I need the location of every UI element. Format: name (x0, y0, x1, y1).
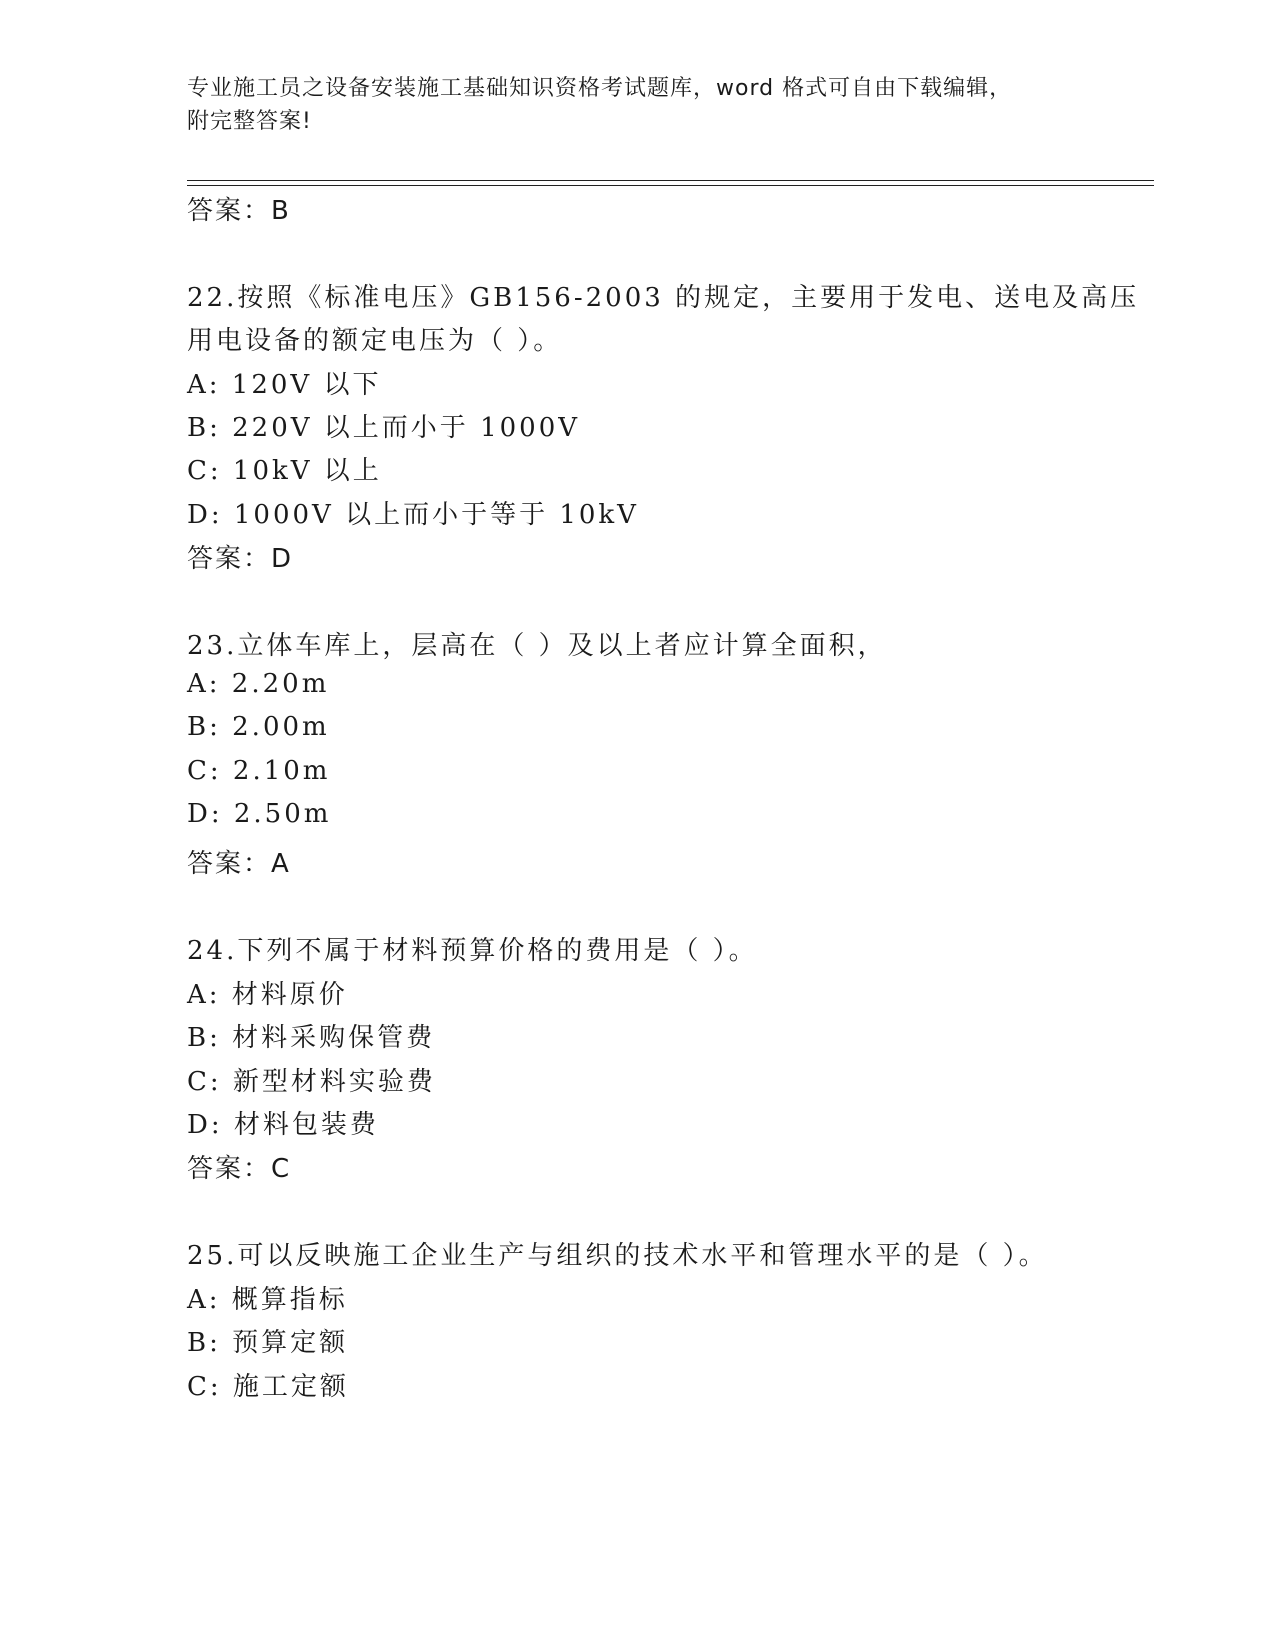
document-header (187, 72, 1067, 138)
question-23-option-c: C: 2.10m (187, 756, 331, 786)
header-line-1: 专业施工员之设备安装施工基础知识资格考试题库，word 格式可自由下载编辑， (187, 76, 1013, 101)
answer-22: 答案：D (187, 544, 294, 574)
question-24-option-a: A: 材料原价 (187, 980, 348, 1010)
question-22-stem-line-2: 用电设备的额定电压为（ ）。 (187, 326, 563, 356)
question-22-option-d: D: 1000V 以上而小于等于 10kV (187, 500, 639, 530)
question-24-option-b: B: 材料采购保管费 (187, 1023, 436, 1053)
question-22-stem-line-1: 22.按照《标准电压》GB156-2003 的规定，主要用于发电、送电及高压 (187, 283, 1140, 313)
question-22-option-c: C: 10kV 以上 (187, 456, 382, 486)
question-25-option-c: C: 施工定额 (187, 1372, 349, 1402)
question-25-stem: 25.可以反映施工企业生产与组织的技术水平和管理水平的是（ ）。 (187, 1241, 1048, 1271)
question-22-option-b: B: 220V 以上而小于 1000V (187, 413, 581, 443)
question-25-option-a: A: 概算指标 (187, 1285, 348, 1315)
question-23-option-d: D: 2.50m (187, 799, 332, 829)
question-24-option-c: C: 新型材料实验费 (187, 1067, 436, 1097)
header-rule-bottom (187, 185, 1154, 186)
header-rule-top (187, 180, 1154, 181)
question-24-option-d: D: 材料包装费 (187, 1110, 379, 1140)
question-25-option-b: B: 预算定额 (187, 1328, 349, 1358)
answer-24: 答案：C (187, 1154, 292, 1184)
question-24-stem: 24.下列不属于材料预算价格的费用是（ ）。 (187, 936, 758, 966)
header-line-2: 附完整答案! (187, 109, 312, 134)
answer-23: 答案：A (187, 849, 291, 879)
question-22-option-a: A: 120V 以下 (187, 370, 382, 400)
question-23-option-a: A: 2.20m (187, 669, 330, 699)
answer-21: 答案：B (187, 196, 291, 226)
question-23-stem: 23.立体车库上，层高在（ ）及以上者应计算全面积， (187, 631, 887, 661)
question-23-option-b: B: 2.00m (187, 712, 330, 742)
